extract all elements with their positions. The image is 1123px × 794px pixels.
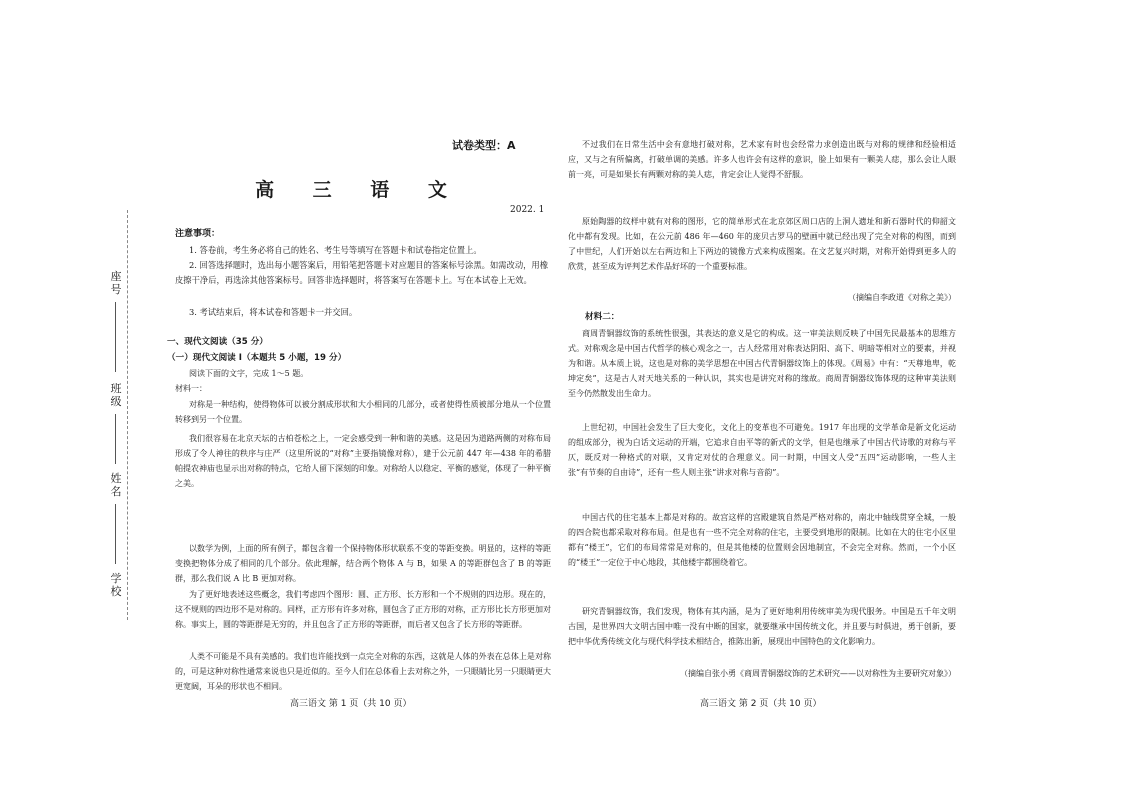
note-item: 3. 考试结束后，将本试卷和答题卡一并交回。 <box>189 307 358 317</box>
class-line <box>115 414 116 464</box>
binding-margin <box>108 210 132 620</box>
note-item: 2. 回答选择题时，选出每小题答案后，用铅笔把答题卡对应题目的答案标号涂黑。如需改动，用橡皮擦干净后，再选涂其他答案标号。回答非选择题时，将答案写在答题卡上。写在本试卷上无效。 <box>175 260 549 285</box>
article-paragraph: 商周青铜器纹饰的系统性很强，其表达的意义是它的构成。这一审美法则反映了中国先民最基本的思维方式。对称观念是中国古代哲学的核心观念之一，古人经常用对称表达阴阳、高下、明暗等相对立的要素，并视为和谐。从本质上说，这也是对称的美学思想在中国古代青铜器纹饰上的体现。《周易》中有：“天尊地卑，乾坤定矣”，这是古人对天地关系的一种认识，其实也是讲究对称的缘故。商周青铜器纹饰体现的这种审美法则至今仍然散发出生命力。 <box>568 329 956 398</box>
instruction: 阅读下面的文字，完成 1～5 题。 <box>189 369 309 378</box>
exam-date: 2022. 1 <box>510 205 545 215</box>
notes-heading: 注意事项： <box>175 229 221 239</box>
article-paragraph: 研究青铜器纹饰，我们发现，物体有其内涵，是为了更好地利用传统审美为现代服务。中国是五千年文明古国，是世界四大文明古国中唯一没有中断的国家，就要继承中国传统文化，并且要与时俱进，勇于创新，要把中华优秀传统文化与现代科学技术相结合，推陈出新，展现出中国特色的文化影响力。 <box>568 607 956 646</box>
article-paragraph: 原始陶器的纹样中就有对称的图形，它的简单形式在北京郊区周口店的上洞人遗址和新石器时代的仰韶文化中都有发现。比如，在公元前 486 年—460 年的庞贝古罗马的壁画中就已经出现了完全对称的构图，而到了中世纪，人们开始以左右两边和上下两边的镜像方式来构成图案。在文艺复兴时期，对称开始得到更多人的欣赏，甚至成为评判艺术作品好坏的一个重要标准。 <box>568 217 956 271</box>
article-paragraph: 对称是一种结构，使得物体可以被分割成形状和大小相同的几部分，或者使得性质被部分地从一个位置转移到另一个位置。 <box>175 400 551 424</box>
article-paragraph: 不过我们在日常生活中会有意地打破对称，艺术家有时也会经常力求创造出既与对称的规律和经验相适应，又与之有所偏离，打破单调的美感。许多人也许会有这样的意识，脸上如果有一颗美人痣，那么会让人眼前一亮，可是如果长有两颗对称的美人痣，肯定会让人觉得不舒服。 <box>568 140 956 179</box>
source-citation: （摘编自李政道《对称之美》） <box>848 293 956 302</box>
page-footer: 高三语文 第 2 页（共 10 页） <box>700 699 822 709</box>
school-label: 学校 <box>110 572 122 598</box>
class-label: 班级 <box>110 382 122 408</box>
section-heading: 一、现代文阅读（35 分） <box>167 337 268 347</box>
article-paragraph: 我们很容易在北京天坛的古柏苍松之上，一定会感受到一种和谐的美感。这是因为道路两侧的对称布局形成了令人神往的秩序与庄严（这里所说的“对称”主要指镜像对称），建于公元前 447 年—438 年的希腊帕提农神庙也显示出对称的特点，它给人留下深刻的印象。对称给人以稳定、平衡的感觉，体现了一种平衡之美。 <box>175 434 551 488</box>
page-title: 高 三 语 文 <box>255 179 463 201</box>
material-label: 材料二： <box>585 312 620 322</box>
binding-dashed-line <box>127 210 128 620</box>
name-line <box>115 504 116 564</box>
name-label: 姓名 <box>110 472 122 498</box>
seat-label: 座号 <box>110 270 122 296</box>
paper-type: 试卷类型：A <box>452 139 516 152</box>
article-paragraph: 上世纪初，中国社会发生了巨大变化，文化上的变革也不可避免。1917 年出现的文学革命是新文化运动的组成部分，视为白话文运动的开端，它追求自由平等的新式的文学，但是也继承了中国古代诗歌的对称与平仄，既反对一种格式的对联，又肯定对仗的合理意义。同一时期，中国文人受“五四”运动影响，一些人主张“有节奏的自由诗”，还有一些人则主张“讲求对称与音韵”。 <box>568 423 956 477</box>
page-footer: 高三语文 第 1 页（共 10 页） <box>290 699 412 709</box>
article-paragraph: 为了更好地表述这些概念，我们考虑四个图形：圆、正方形、长方形和一个不规则的四边形。现在的，这不规则的四边形不是对称的。同样，正方形有许多对称，圆包含了正方形的对称，正方形比长方形更加对称。事实上，圆的等距群是无穷的，并且包含了正方形的等距群，而后者又包含了长方形的等距群。 <box>175 590 551 629</box>
seat-line <box>115 302 116 372</box>
article-paragraph: 人类不可能是不具有美感的。我们也许能找到一点完全对称的东西，这就是人体的外表在总体上是对称的，可是这种对称性通常来说也只是近似的。至今人们在总体看上去对称之外，一只眼睛比另一只眼睛更大更宽阔，耳朵的形状也不相同。 <box>175 652 551 691</box>
article-paragraph: 以数学为例，上面的所有例子，都包含着一个保持物体形状联系不变的等距变换。明显的，这样的等距变换把物体分成了相同的几个部分。依此理解，结合两个物体 A 与 B，如果 A 的等距群包含了 B 的等距群，那么我们说 A 比 B 更加对称。 <box>175 544 551 583</box>
article-paragraph: 中国古代的住宅基本上都是对称的。故宫这样的宫殿建筑自然是严格对称的，南北中轴线贯穿全城，一般的四合院也都采取对称布局。但是也有一些不完全对称的住宅，主要受到地形的限制。比如在大的住宅小区里都有“楼王”，它们的布局常常是对称的，但是其他楼的位置则会因地制宜，不会完全对称。然而，一个小区的“楼王”一定位于中心地段，其他楼宇都围绕着它。 <box>568 513 956 567</box>
note-item: 1. 答卷前，考生务必将自己的姓名、考生号等填写在答题卡和试卷指定位置上。 <box>189 245 482 255</box>
source-citation: （摘编自张小勇《商周青铜器纹饰的艺术研究——以对称性为主要研究对象》） <box>680 669 956 678</box>
subsection-heading: （一）现代文阅读 I（本题共 5 小题，19 分） <box>167 353 347 363</box>
material-label: 材料一： <box>175 384 207 393</box>
